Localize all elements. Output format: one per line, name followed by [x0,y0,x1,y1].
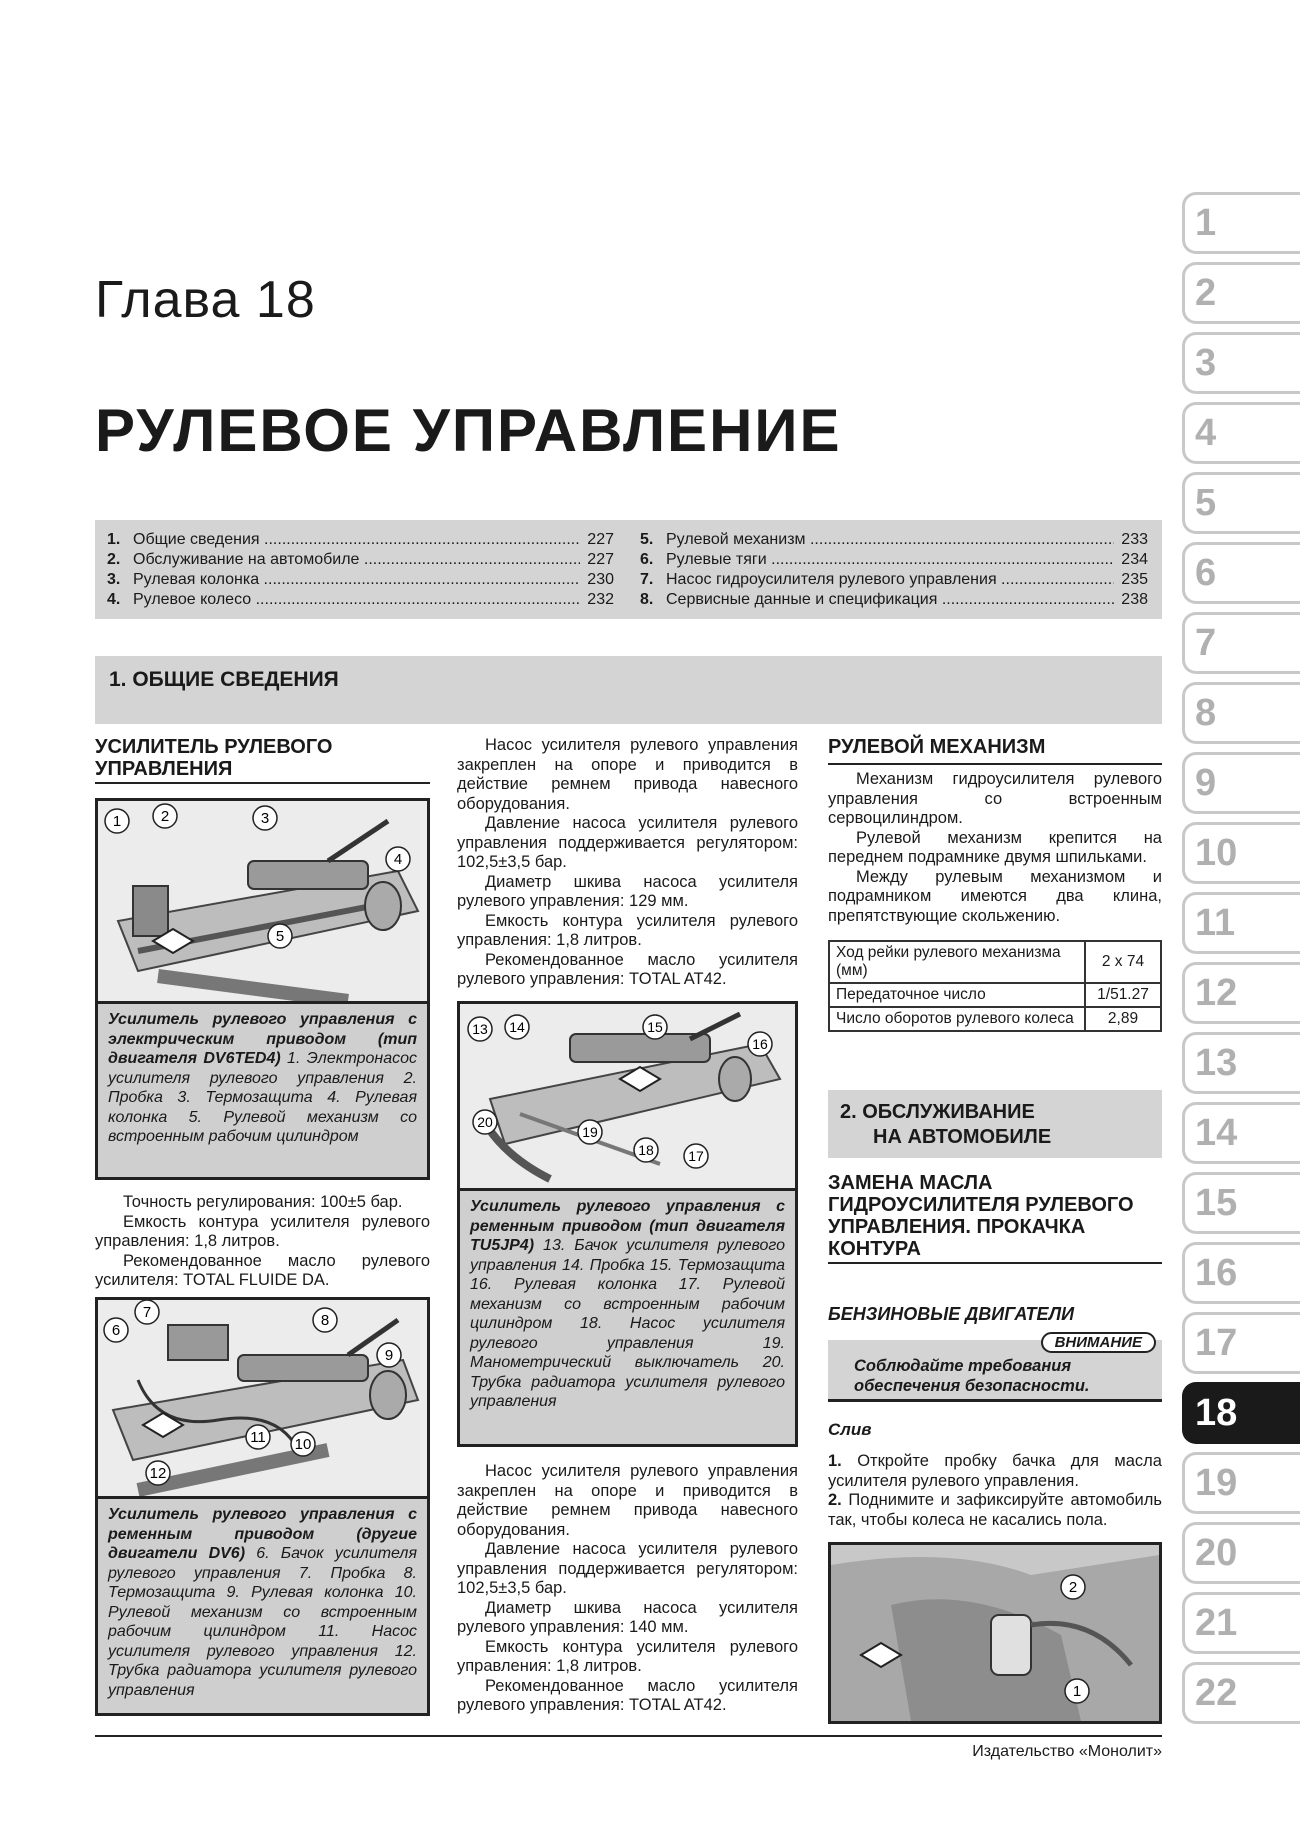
toc-item[interactable]: 3. Рулевая колонка ..... 230 [107,570,614,590]
callout-13: 13 [472,1021,488,1037]
table-row: Передаточное число 1/51.27 [829,983,1161,1007]
drain-heading: Слив [828,1420,872,1439]
toc-item[interactable]: 8. Сервисные данные и спецификация ..... 238 [640,590,1148,610]
column2-text-top [457,736,798,990]
callout-15: 15 [647,1019,663,1035]
chapter-tab-19[interactable]: 19 [1182,1452,1300,1514]
paragraph: Емкость контура усилителя рулевого управления: 1,8 литров. [95,1212,430,1250]
paragraph: Рулевой механизм крепится на переднем подрамнике двумя шпильками. [828,828,1162,866]
toc-item[interactable]: 5. Рулевой механизм ..... 233 [640,530,1148,550]
figure-caption-3 [457,1191,798,1447]
callout-1: 1 [1072,1683,1082,1700]
paragraph: Давление насоса усилителя рулевого управления поддерживается регулятором: 102,5±3,5 бар. [457,814,798,871]
callout-layer-2 [98,1300,427,1496]
paragraph: Насос усилителя рулевого управления закреплен на опоре и приводится в действие ремнем привода навесного оборудования. [457,1462,798,1539]
toc-right-column [640,530,1148,610]
callout-10: 10 [294,1436,312,1453]
step: 2. Поднимите и зафиксируйте автомобиль так, чтобы колеса не касались пола. [828,1491,1162,1529]
warning-tag: ВНИМАНИЕ [1041,1332,1156,1353]
caption-body: 6. Бачок усилителя рулевого управления 7. Пробка 8. Термозащита 9. Рулевая колонка 10. Рулевой механизм со встроенным рабочим цилиндром 11. Насос усилителя рулевого управления 12. Трубка радиатора усилителя рулевого управления [108,1545,417,1699]
table-of-contents [95,520,1162,619]
callout-2: 2 [1068,1579,1078,1596]
spec-table [828,940,1162,1032]
warning-text: Соблюдайте требования обеспечения безопасности. [854,1357,1090,1395]
chapter-tab-10[interactable]: 10 [1182,822,1300,884]
chapter-tab-3[interactable]: 3 [1182,332,1300,394]
chapter-tab-8[interactable]: 8 [1182,682,1300,744]
callout-8: 8 [320,1312,330,1329]
oil-change-heading: ЗАМЕНА МАСЛА ГИДРОУСИЛИТЕЛЯ РУЛЕВОГО УПРАВЛЕНИЯ. ПРОКАЧКА КОНТУРА [828,1172,1162,1264]
callout-layer-3 [460,1004,795,1188]
paragraph: Насос усилителя рулевого управления закреплен на опоре и приводится в действие ремнем привода навесного оборудования. [457,736,798,813]
section-header-maintenance [828,1090,1162,1158]
paragraph: Точность регулирования: 100±5 бар. [123,1193,403,1211]
step: 1. Откройте пробку бачка для масла усилителя рулевого управления. [828,1452,1162,1490]
caption-body: 1. Электронасос усилителя рулевого управления 2. Пробка 3. Термозащита 4. Рулевая колонка 5. Рулевой механизм со встроенным рабочим цилиндром [108,1050,418,1145]
steering-gear-heading: РУЛЕВОЙ МЕХАНИЗМ [828,736,1162,765]
warning-box [828,1334,1162,1402]
chapter-tab-17[interactable]: 17 [1182,1312,1300,1374]
paragraph: Механизм гидроусилителя рулевого управления со встроенным сервоцилиндром. [828,770,1162,827]
callout-18: 18 [638,1142,654,1158]
figure-belt-steering-dv6 [95,1297,430,1499]
chapter-tab-16[interactable]: 16 [1182,1242,1300,1304]
callout-6: 6 [111,1322,121,1339]
table-row: Число оборотов рулевого колеса 2,89 [829,1007,1161,1031]
chapter-tab-11[interactable]: 11 [1182,892,1300,954]
chapter-tab-12[interactable]: 12 [1182,962,1300,1024]
toc-item[interactable]: 6. Рулевые тяги ..... 234 [640,550,1148,570]
callout-5: 5 [275,928,285,945]
callout-12: 12 [149,1465,167,1482]
callout-20: 20 [477,1114,493,1130]
chapter-tab-15[interactable]: 15 [1182,1172,1300,1234]
paragraph: Давление насоса усилителя рулевого управления поддерживается регулятором: 102,5±3,5 бар. [457,1540,798,1597]
table-row: Ход рейки рулевого механизма (мм) 2 x 74 [829,941,1161,983]
publisher-footer: Издательство «Монолит» [972,1743,1162,1760]
callout-14: 14 [509,1019,525,1035]
paragraph: Рекомендованное масло усилителя рулевого управления: TOTAL AT42. [457,950,798,988]
chapter-tab-18[interactable]: 18 [1182,1382,1300,1444]
callout-19: 19 [582,1124,598,1140]
chapter-tab-2[interactable]: 2 [1182,262,1300,324]
chapter-tab-14[interactable]: 14 [1182,1102,1300,1164]
callout-11: 11 [250,1429,266,1446]
callout-layer-4 [831,1545,1159,1721]
caption-body: 13. Бачок усилителя рулевого управления 14. Пробка 15. Термозащита 16. Рулевая колонка 17. Рулевой механизм со встроенным рабочим цилиндром 18. Насос усилителя рулевого управления 19. Манометрический выключатель 20. Трубка радиатора усилителя рулевого управления [470,1237,785,1410]
caption-title: Усилитель рулевого управления с ременным приводом (другие двигатели DV6) [108,1506,417,1562]
page-title: РУЛЕВОЕ УПРАВЛЕНИЕ [95,397,842,464]
toc-left-column [107,530,614,610]
chapter-tab-1[interactable]: 1 [1182,192,1300,254]
callout-1: 1 [112,813,122,830]
figure-caption-1 [95,1004,430,1180]
chapter-tab-9[interactable]: 9 [1182,752,1300,814]
chapter-tab-5[interactable]: 5 [1182,472,1300,534]
chapter-tab-4[interactable]: 4 [1182,402,1300,464]
power-steering-heading: УСИЛИТЕЛЬ РУЛЕВОГО УПРАВЛЕНИЯ [95,736,430,784]
figure-reservoir [828,1542,1162,1724]
chapter-label: Глава 18 [95,271,316,329]
callout-9: 9 [384,1347,394,1364]
engines-subheading: БЕНЗИНОВЫЕ ДВИГАТЕЛИ [828,1304,1075,1324]
figure-caption-2 [95,1499,430,1716]
toc-item[interactable]: 1. Общие сведения ..... 227 [107,530,614,550]
callout-7: 7 [142,1304,152,1321]
callout-4: 4 [393,851,403,868]
paragraph: Рекомендованное масло рулевого усилителя: TOTAL FLUIDE DA. [95,1251,430,1289]
caption-title: Усилитель рулевого управления с электрическим приводом (тип двигателя DV6TED4) [108,1011,417,1067]
callout-layer-1 [98,801,427,1001]
callout-2: 2 [160,808,170,825]
chapter-tab-7[interactable]: 7 [1182,612,1300,674]
toc-item[interactable]: 4. Рулевое колесо ..... 232 [107,590,614,610]
chapter-tab-21[interactable]: 21 [1182,1592,1300,1654]
section-header-general [95,656,1162,724]
callout-16: 16 [752,1036,768,1052]
chapter-tab-6[interactable]: 6 [1182,542,1300,604]
callout-17: 17 [688,1148,704,1164]
paragraph: Емкость контура усилителя рулевого управления: 1,8 литров. [457,911,798,949]
paragraph: Диаметр шкива насоса усилителя рулевого управления: 129 мм. [457,872,798,910]
paragraph: Между рулевым механизмом и подрамником имеются два клина, препятствующие скольжению. [828,867,1162,925]
column2-text-bottom [457,1462,798,1716]
column1-text [95,1193,430,1291]
toc-item[interactable]: 7. Насос гидроусилителя рулевого управления ..... 235 [640,570,1148,590]
chapter-tab-13[interactable]: 13 [1182,1032,1300,1094]
paragraph: Диаметр шкива насоса усилителя рулевого управления: 140 мм. [457,1598,798,1636]
section-title: 1. ОБЩИЕ СВЕДЕНИЯ [109,668,339,691]
drain-steps [828,1452,1162,1530]
footer-divider [95,1735,1162,1737]
toc-item[interactable]: 2. Обслуживание на автомобиле ..... 227 [107,550,614,570]
caption-title: Усилитель рулевого управления с ременным приводом (тип двигателя TU5JP4) [470,1198,785,1254]
paragraph: Емкость контура усилителя рулевого управления: 1,8 литров. [457,1637,798,1675]
section-title: 2. ОБСЛУЖИВАНИЕ НА АВТОМОБИЛЕ [840,1101,1052,1148]
column3-text [828,770,1162,926]
callout-3: 3 [260,810,270,827]
figure-electric-steering [95,798,430,1004]
chapter-tab-22[interactable]: 22 [1182,1662,1300,1724]
paragraph: Рекомендованное масло усилителя рулевого управления: TOTAL AT42. [457,1676,798,1714]
chapter-tab-20[interactable]: 20 [1182,1522,1300,1584]
figure-belt-steering-tu5jp4 [457,1001,798,1191]
